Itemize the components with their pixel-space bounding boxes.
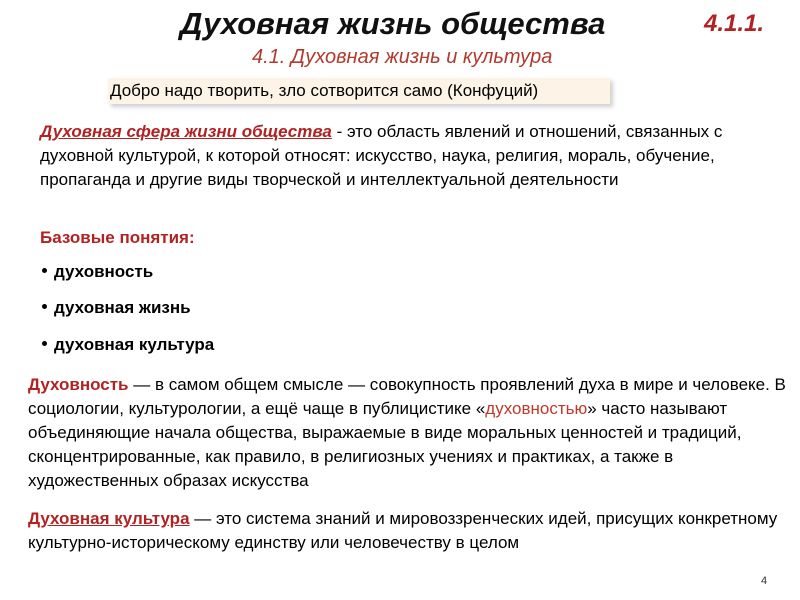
bullet-icon [42,341,47,346]
epigraph-box: Добро надо творить, зло сотворится само (Конфуций) [108,78,610,104]
definition-term: Духовность [28,375,129,394]
basic-concepts-heading: Базовые понятия: [40,228,195,247]
list-item-label: духовная жизнь [54,298,191,317]
slide-code: 4.1.1. [704,10,765,37]
bullet-icon [42,304,47,309]
definition-text: — в самом общем смысле — совокупность проявлений духа в мире и человеке. В социологии, культурологии, а ещё чаще в публицистике « [28,375,786,418]
bullet-icon [42,268,47,273]
definition-term: Духовная сфера жизни общества [40,122,332,141]
definition-spiritual-culture [28,507,793,555]
definition-text: - это область явлений и отношений, связанных с духовной культурой, к которой относят: искусство, наука, религия, мораль, обучение, пропаганда и другие виды творческой и интеллектуальной деятельности [40,122,723,189]
definition-text: » часто называют объединяющие начала общества, выражаемые в виде моральных ценностей и традиций, сконцентрированные, как правило, в религиозных учениях и практиках, а также в художественных образах искусства [28,399,742,490]
slide-title: Духовная жизнь общества [180,6,606,41]
slide-subtitle: 4.1. Духовная жизнь и культура [252,46,553,68]
list-item-label: духовная культура [54,335,215,354]
definition-spirituality [28,373,793,493]
spirituality-link[interactable]: духовностью [485,399,588,418]
definition-term: Духовная культура [28,509,190,528]
definition-spiritual-sphere [40,120,760,192]
list-item [42,335,214,355]
page-number: 4 [761,575,768,587]
list-item-label: духовность [54,262,154,281]
list-item [42,298,191,318]
list-item [42,262,153,282]
definition-text: — это система знаний и мировоззренческих идей, присущих конкретному культурно-историческому единству или человечеству в целом [28,509,778,552]
